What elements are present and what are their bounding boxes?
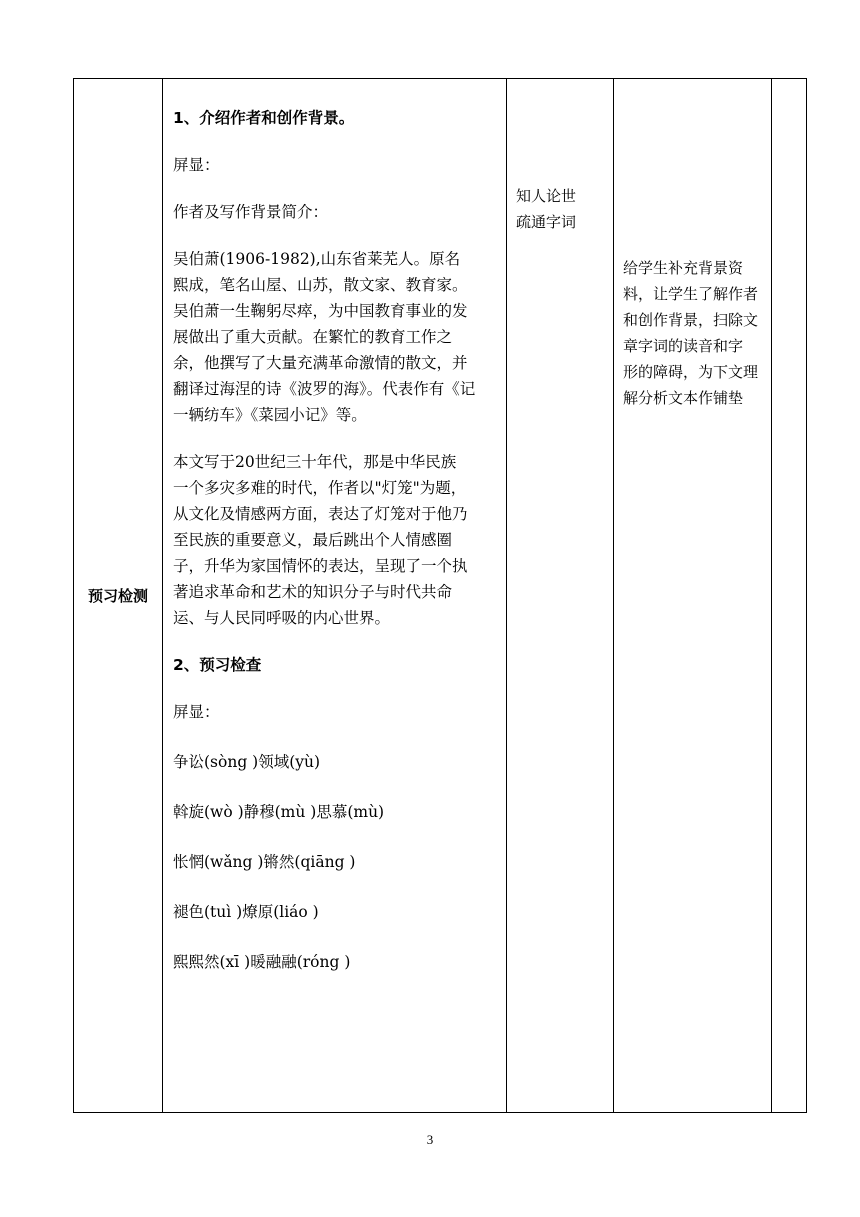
- design-intent-line: 料，让学生了解作者: [623, 285, 759, 303]
- author-bio-line: 翻译过海涅的诗《波罗的海》。代表作有《记: [173, 380, 476, 398]
- section-heading-2: 2、预习检查: [173, 656, 262, 674]
- content-cell: [163, 79, 507, 1113]
- screen-label-1: 屏显：: [173, 156, 220, 174]
- pinyin-line: 斡旋(wò )静穆(mù )思慕(mù): [173, 803, 385, 821]
- design-intent-line: 和创作背景，扫除文: [623, 311, 759, 329]
- lesson-plan-table: [73, 78, 807, 1113]
- design-intent-line: 给学生补充背景资: [623, 259, 744, 277]
- background-line: 子，升华为家国情怀的表达，呈现了一个执: [173, 557, 468, 575]
- pinyin-line: 褪色(tuì )燎原(liáo ): [173, 903, 319, 921]
- pinyin-line: 怅惘(wǎng )锵然(qiāng ): [173, 853, 356, 871]
- author-bio-line: 吴伯萧(1906-1982),山东省莱芜人。原名: [173, 250, 461, 268]
- student-activity-line: 知人论世: [516, 187, 577, 205]
- background-line: 本文写于20世纪三十年代，那是中华民族: [173, 453, 457, 471]
- screen-label-2: 屏显：: [173, 703, 220, 721]
- stage-cell: [74, 79, 163, 1113]
- design-intent-cell: [614, 79, 772, 1113]
- author-bio-line: 吴伯萧一生鞠躬尽瘁，为中国教育事业的发: [173, 302, 468, 320]
- author-bio-line: 展做出了重大贡献。在繁忙的教育工作之: [173, 328, 453, 346]
- background-line: 至民族的重要意义，最后跳出个人情感圈: [173, 531, 453, 549]
- table-row: [74, 79, 807, 1113]
- background-line: 运、与人民同呼吸的内心世界。: [173, 609, 391, 627]
- design-intent-line: 解分析文本作铺垫: [623, 389, 744, 407]
- student-activity-cell: [507, 79, 614, 1113]
- section-heading-1: 1、介绍作者和创作背景。: [173, 109, 355, 127]
- author-bio-line: 一辆纺车》《菜园小记》等。: [173, 406, 367, 424]
- stage-label: 预习检测: [87, 587, 148, 605]
- student-activity: [507, 79, 613, 235]
- pinyin-line: 争讼(sòng )领域(yù): [173, 753, 321, 771]
- teaching-content: [163, 79, 506, 975]
- author-bio-line: 熙成，笔名山屋、山苏，散文家、教育家。: [173, 276, 468, 294]
- design-intent-line: 章字词的读音和字: [623, 337, 744, 355]
- background-line: 著追求革命和艺术的知识分子与时代共命: [173, 583, 453, 601]
- design-intent: [614, 79, 771, 411]
- background-line: 从文化及情感两方面，表达了灯笼对于他乃: [173, 505, 468, 523]
- pinyin-line: 熙熙然(xī )暖融融(róng ): [173, 953, 351, 971]
- design-intent-line: 形的障碍，为下文理: [623, 363, 759, 381]
- author-bio-line: 余，他撰写了大量充满革命激情的散文，并: [173, 354, 468, 372]
- background-line: 一个多灾多难的时代，作者以"灯笼"为题，: [173, 479, 467, 497]
- page-number: 3: [426, 1132, 434, 1147]
- student-activity-line: 疏通字词: [516, 213, 577, 231]
- empty-cell: [772, 79, 807, 1113]
- background-title: 作者及写作背景简介：: [173, 203, 329, 221]
